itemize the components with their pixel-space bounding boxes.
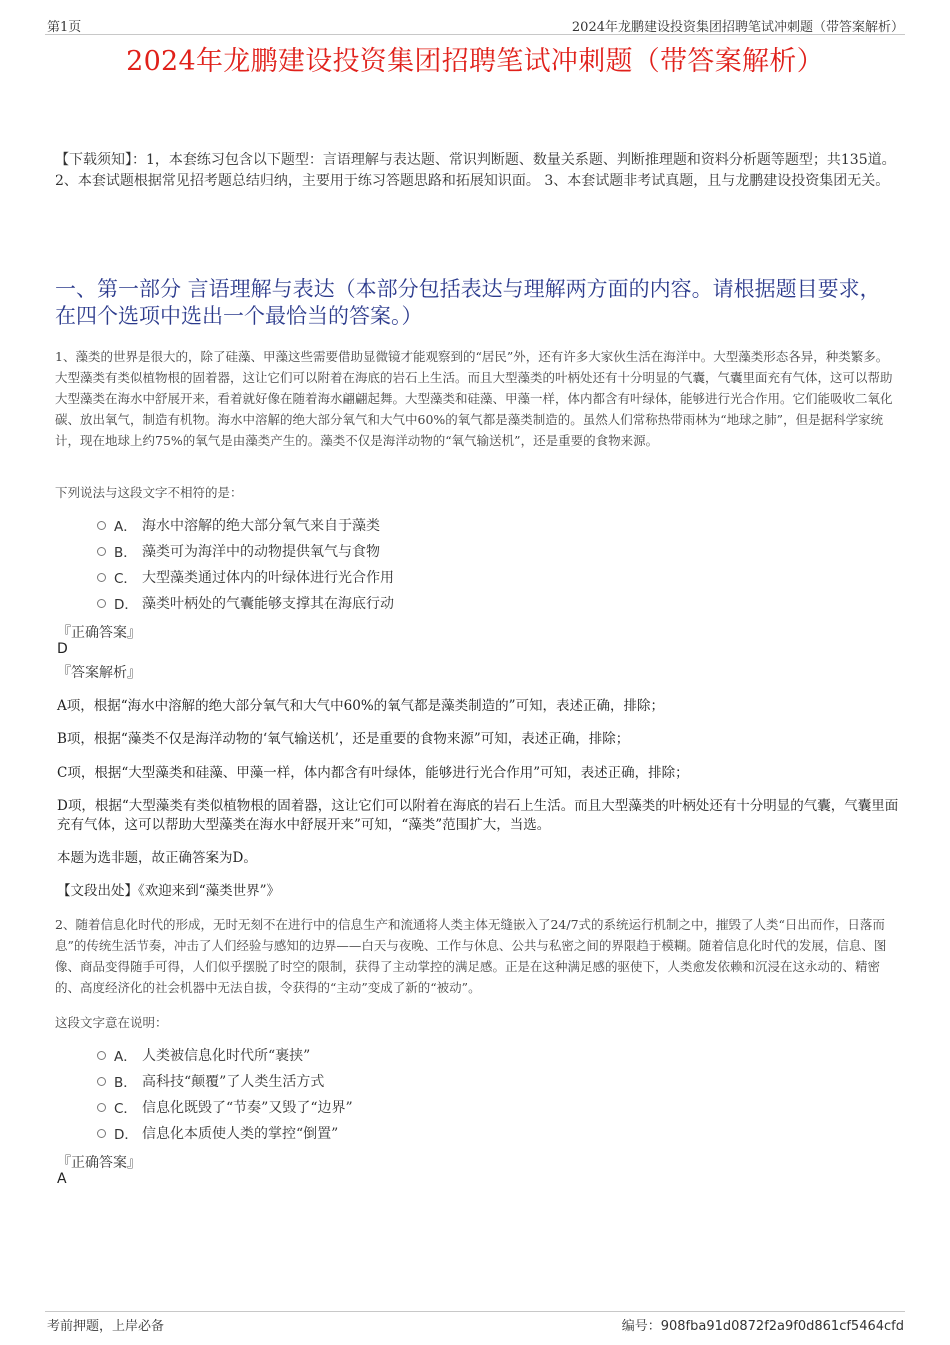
option-text: 信息化本质使人类的掌控“倒置” bbox=[142, 1126, 339, 1142]
option-letter: D． bbox=[114, 1127, 138, 1143]
radio-icon[interactable] bbox=[97, 521, 106, 530]
question-2-option-b[interactable] bbox=[97, 1070, 324, 1092]
radio-icon[interactable] bbox=[97, 1077, 106, 1086]
option-text: 大型藻类通过体内的叶绿体进行光合作用 bbox=[142, 570, 394, 586]
download-notice: 【下载须知】：1，本套练习包含以下题型：言语理解与表达题、常识判断题、数量关系题、判断推理题和资料分析题等题型；共135道。 2、本套试题根据常见招考题总结归纳，主要用于练习答题思路和拓展知识面。 3、本套试题非考试真题，且与龙鹏建设投资集团无关。 bbox=[55, 152, 896, 189]
page-number: 第1页 bbox=[47, 20, 82, 35]
option-text: 信息化既毁了“节奏”又毁了“边界” bbox=[142, 1100, 353, 1116]
question-2-prompt: 这段文字意在说明： bbox=[55, 1015, 168, 1030]
question-2-answer: A bbox=[57, 1171, 67, 1187]
radio-icon[interactable] bbox=[97, 1129, 106, 1138]
footer-divider bbox=[45, 1311, 905, 1312]
option-letter: B． bbox=[114, 545, 137, 561]
question-1-option-d[interactable] bbox=[97, 592, 394, 614]
option-letter: A． bbox=[114, 519, 137, 535]
radio-icon[interactable] bbox=[97, 547, 106, 556]
option-text: 人类被信息化时代所“裹挟” bbox=[142, 1048, 311, 1064]
footer-document-code bbox=[622, 1315, 904, 1334]
option-letter: C． bbox=[114, 1101, 137, 1117]
header-divider bbox=[45, 34, 905, 35]
question-1-stem: 1、藻类的世界是很大的，除了硅藻、甲藻这些需要借助显微镜才能观察到的“居民”外，还有许多大家伙生活在海洋中。大型藻类形态各异，种类繁多。大型藻类有类似植物根的固着器，这让它们可以附着在海底的岩石上生活。而且大型藻类的叶柄处还有十分明显的气囊，气囊里面充有气体，这可以帮助大型藻类在海水中舒展开来，看着就好像在随着海水翩翩起舞。大型藻类和硅藻、甲藻一样，体内都含有叶绿体，能够进行光合作用。它们能吸收二氧化碳、放出氧气，制造有机物。海水中溶解的绝大部分氧气和大气中60%的氧气都是藻类制造的。虽然人们常称热带雨林为“地球之肺”，但是据科学家统计，现在地球上约75%的氧气是由藻类产生的。藻类不仅是海洋动物的“氧气输送机”，还是重要的食物来源。 bbox=[55, 349, 893, 448]
question-1-analysis-c: C项，根据“大型藻类和硅藻、甲藻一样，体内都含有叶绿体，能够进行光合作用”可知，表述正确，排除； bbox=[57, 765, 689, 781]
question-2-answer-label: 『正确答案』 bbox=[57, 1155, 141, 1171]
radio-icon[interactable] bbox=[97, 599, 106, 608]
footer-slogan: 考前押题，上岸必备 bbox=[47, 1319, 165, 1334]
question-2-option-c[interactable] bbox=[97, 1096, 353, 1118]
question-2-option-a[interactable] bbox=[97, 1044, 310, 1066]
option-text: 海水中溶解的绝大部分氧气来自于藻类 bbox=[142, 518, 380, 534]
radio-icon[interactable] bbox=[97, 1103, 106, 1112]
page-title: 2024年龙鹏建设投资集团招聘笔试冲刺题（带答案解析） bbox=[126, 46, 824, 77]
radio-icon[interactable] bbox=[97, 1051, 106, 1060]
code-value: 908fba91d0872f2a9f0d861cf5464cfd bbox=[660, 1319, 904, 1334]
code-label: 编号： bbox=[621, 1319, 661, 1334]
question-1-analysis-d: D项，根据“大型藻类有类似植物根的固着器，这让它们可以附着在海底的岩石上生活。而且大型藻类的叶柄处还有十分明显的气囊，气囊里面充有气体，这可以帮助大型藻类在海水中舒展开来”可知，“藻类”范围扩大，当选。 bbox=[57, 798, 899, 833]
question-1-option-b[interactable] bbox=[97, 540, 380, 562]
question-1-source: 【文段出处】《欢迎来到“藻类世界”》 bbox=[57, 883, 281, 899]
radio-icon[interactable] bbox=[97, 573, 106, 582]
header-doc-title: 2024年龙鹏建设投资集团招聘笔试冲刺题（带答案解析） bbox=[571, 20, 904, 35]
section-heading: 一、第一部分 言语理解与表达（本部分包括表达与理解两方面的内容。请根据题目要求，在四个选项中选出一个最恰当的答案。） bbox=[55, 277, 881, 328]
option-letter: C． bbox=[114, 571, 137, 587]
option-text: 高科技“颠覆”了人类生活方式 bbox=[142, 1074, 325, 1090]
option-text: 藻类叶柄处的气囊能够支撑其在海底行动 bbox=[142, 596, 394, 612]
question-1-option-c[interactable] bbox=[97, 566, 394, 588]
question-1-prompt: 下列说法与这段文字不相符的是： bbox=[55, 485, 243, 500]
question-2-stem: 2、随着信息化时代的形成，无时无刻不在进行中的信息生产和流通将人类主体无缝嵌入了24/7式的系统运行机制之中，摧毁了人类“日出而作，日落而息”的传统生活节奏，冲击了人们经验与感知的边界——白天与夜晚、工作与休息、公共与私密之间的界限趋于模糊。随着信息化时代的发展，信息、图像、商品变得随手可得，人们似乎摆脱了时空的限制，获得了主动掌控的满足感。正是在这种满足感的驱使下，人类愈发依赖和沉浸在这永动的、精密的、高度经济化的社会机器中无法自拔，令获得的“主动”变成了新的“被动”。 bbox=[55, 917, 887, 995]
option-letter: A． bbox=[114, 1049, 137, 1065]
option-letter: D． bbox=[114, 597, 138, 613]
option-letter: B． bbox=[114, 1075, 137, 1091]
question-2-option-d[interactable] bbox=[97, 1122, 338, 1144]
question-1-option-a[interactable] bbox=[97, 514, 380, 536]
question-1-analysis-b: B项，根据“藻类不仅是海洋动物的‘氧气输送机’，还是重要的食物来源”可知，表述正确，排除； bbox=[57, 731, 630, 747]
question-1-analysis-a: A项，根据“海水中溶解的绝大部分氧气和大气中60%的氧气都是藻类制造的”可知，表述正确，排除； bbox=[57, 698, 665, 714]
question-1-answer: D bbox=[57, 641, 68, 657]
question-1-analysis-label: 『答案解析』 bbox=[57, 665, 141, 681]
question-1-conclusion: 本题为选非题，故正确答案为D。 bbox=[57, 850, 257, 866]
question-1-answer-label: 『正确答案』 bbox=[57, 625, 141, 641]
option-text: 藻类可为海洋中的动物提供氧气与食物 bbox=[142, 544, 380, 560]
